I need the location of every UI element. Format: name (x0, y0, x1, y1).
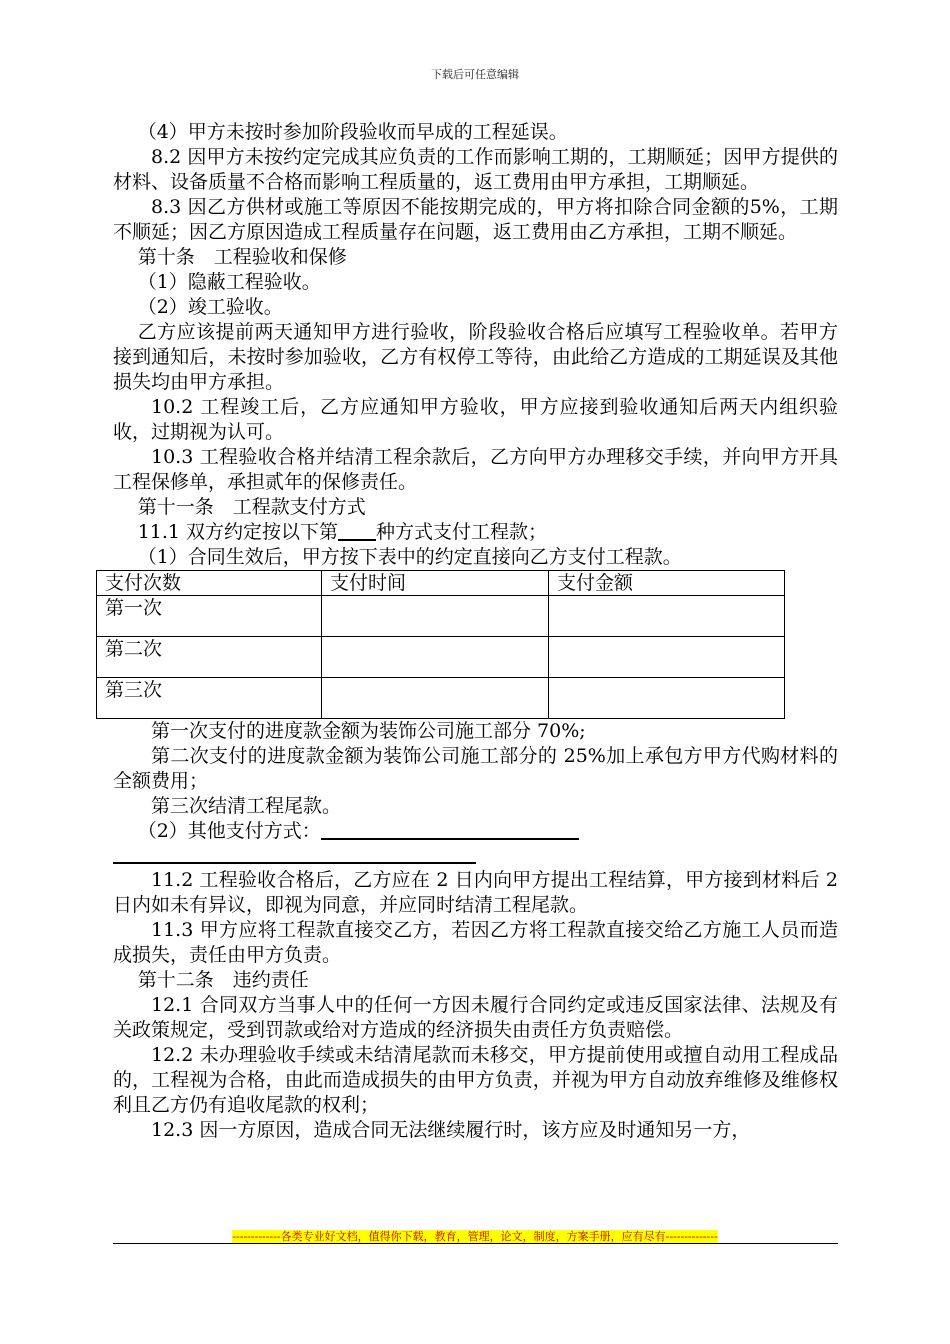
paragraph: 10.3 工程验收合格并结清工程余款后，乙方向甲方办理移交手续，并向甲方开具工程保修单，承担贰年的保修责任。 (113, 446, 838, 493)
page-header: 下载后可任意编辑 (431, 68, 519, 81)
paragraph: （1）合同生效后，甲方按下表中的约定直接向乙方支付工程款。 (137, 546, 682, 568)
paragraph: 8.2 因甲方未按约定完成其应负责的工作而影响工期的，工期顺延；因甲方提供的材料、设备质量不合格而影响工程质量的，返工费用由甲方承担，工期顺延。 (113, 146, 838, 193)
table-cell (322, 678, 549, 719)
table-row (97, 637, 785, 678)
table-cell: 第三次 (97, 678, 322, 719)
table-header-cell: 支付时间 (322, 571, 549, 596)
paragraph: 11.3 甲方应将工程款直接交乙方，若因乙方将工程款直接交给乙方施工人员而造成损失，责任由甲方负责。 (113, 919, 838, 966)
table-cell (549, 596, 785, 637)
table-row (97, 596, 785, 637)
clause-11-1 (113, 520, 838, 545)
clause-text: 11.1 双方约定按以下第 (137, 521, 339, 543)
footer-text: -------------各类专业好文档，值得你下载，教育，管理，论文，制度，方案手册，应有尽有-------------- (232, 1230, 718, 1243)
document-body (105, 120, 838, 1143)
option-text: （2）其他支付方式： (137, 820, 321, 842)
paragraph: 11.2 工程验收合格后，乙方应在 2 日内向甲方提出工程结算，甲方接到材料后 2 日内如未有异议，即视为同意，并应同时结清工程尾款。 (113, 869, 838, 916)
table-cell (322, 596, 549, 637)
table-cell (322, 637, 549, 678)
table-cell: 第一次 (97, 596, 322, 637)
paragraph: （2）竣工验收。 (137, 296, 283, 318)
section-heading: 第十条 工程验收和保修 (137, 246, 347, 268)
table-row (97, 678, 785, 719)
table-header-cell: 支付金额 (549, 571, 785, 596)
paragraph: 第三次结清工程尾款。 (151, 795, 342, 817)
fill-blank[interactable] (321, 820, 579, 840)
paragraph: 8.3 因乙方供材或施工等原因不能按期完成的，甲方将扣除合同金额的5%，工期不顺延；因乙方原因造成工程质量存在问题，返工费用由乙方承担，工期不顺延。 (113, 196, 838, 243)
paragraph: 乙方应该提前两天通知甲方进行验收，阶段验收合格后应填写工程验收单。若甲方接到通知后，未按时参加验收，乙方有权停工等待，由此给乙方造成的工期延误及其他损失均由甲方承担。 (113, 321, 838, 393)
table-cell (549, 678, 785, 719)
fill-blank-line[interactable] (113, 844, 476, 864)
footer-divider (113, 1243, 838, 1244)
fill-blank[interactable] (338, 521, 376, 541)
section-heading: 第十一条 工程款支付方式 (137, 496, 366, 518)
paragraph: （4）甲方未按时参加阶段验收而早成的工程延误。 (137, 121, 568, 143)
table-header-cell: 支付次数 (97, 571, 322, 596)
paragraph: 第一次支付的进度款金额为装饰公司施工部分 70%; (151, 720, 586, 742)
paragraph: 10.2 工程竣工后，乙方应通知甲方验收，甲方应接到验收通知后两天内组织验收，过期视为认可。 (113, 396, 838, 443)
paragraph: 12.2 未办理验收手续或未结清尾款而未移交，甲方提前使用或擅自动用工程成品的，工程视为合格，由此而造成损失的由甲方负责，并视为甲方自动放弃维修及维修权利且乙方仍有追收尾款的权利； (113, 1044, 838, 1116)
table-cell: 第二次 (97, 637, 322, 678)
clause-text: 种方式支付工程款； (376, 521, 548, 543)
section-heading: 第十二条 违约责任 (137, 969, 309, 991)
payment-table (96, 570, 785, 719)
paragraph: 第二次支付的进度款金额为装饰公司施工部分的 25%加上承包方甲方代购材料的全额费用； (113, 745, 838, 792)
page-footer (0, 1228, 950, 1244)
option-2 (113, 819, 838, 844)
paragraph: 12.1 合同双方当事人中的任何一方因未履行合同约定或违反国家法律、法规及有关政策规定，受到罚款或给对方造成的经济损失由责任方负责赔偿。 (113, 994, 838, 1041)
table-header-row (97, 571, 785, 596)
table-cell (549, 637, 785, 678)
paragraph: （1）隐蔽工程验收。 (137, 271, 321, 293)
paragraph: 12.3 因一方原因，造成合同无法继续履行时，该方应及时通知另一方， (151, 1119, 751, 1141)
